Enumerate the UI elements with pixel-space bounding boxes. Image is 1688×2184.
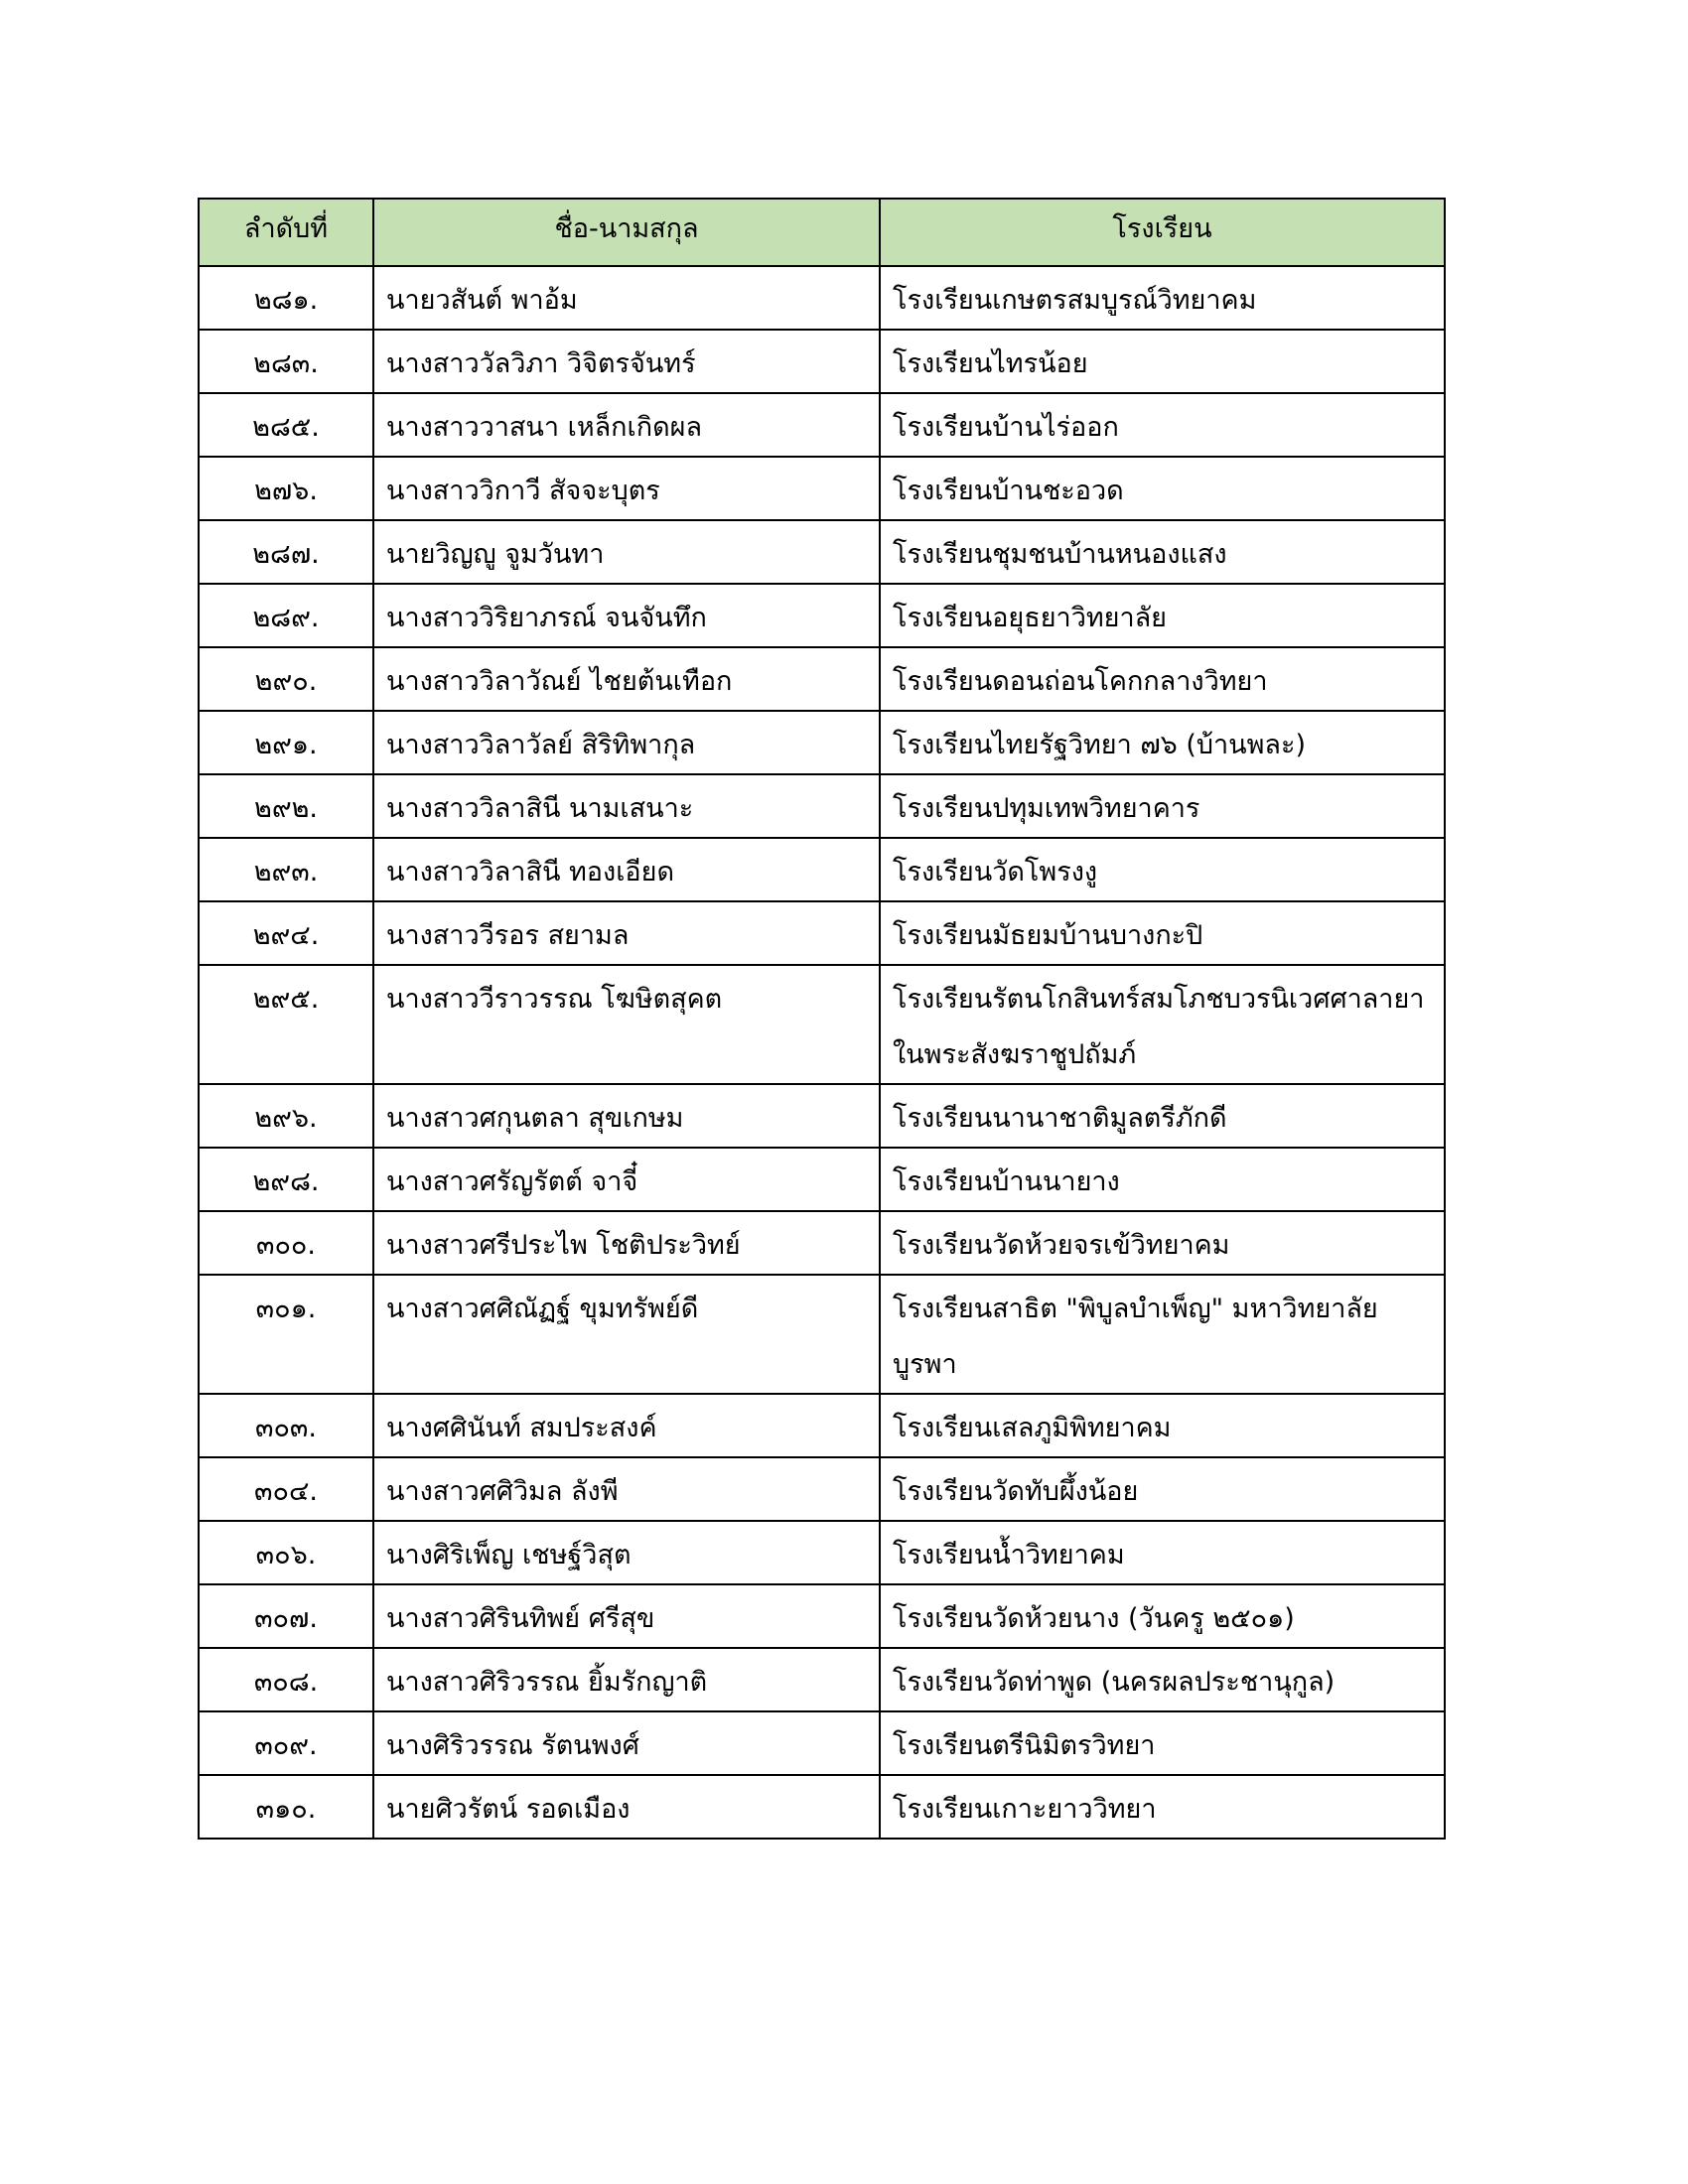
table-row xyxy=(199,330,1445,393)
row-number: ๓๐๑. xyxy=(199,1275,373,1394)
row-name: นางสาววิกาวี สัจจะบุตร xyxy=(373,457,880,520)
table-row xyxy=(199,1211,1445,1275)
table-row xyxy=(199,1457,1445,1521)
row-school: โรงเรียนเสลภูมิพิทยาคม xyxy=(880,1394,1445,1457)
row-school: โรงเรียนไทยรัฐวิทยา ๗๖ (บ้านพละ) xyxy=(880,711,1445,774)
row-school: โรงเรียนนานาชาติมูลตรีภักดี xyxy=(880,1084,1445,1148)
row-school: โรงเรียนบ้านนายาง xyxy=(880,1148,1445,1211)
row-school: โรงเรียนวัดทับผึ้งน้อย xyxy=(880,1457,1445,1521)
table-row xyxy=(199,1648,1445,1711)
table-row xyxy=(199,1148,1445,1211)
row-number: ๓๐๘. xyxy=(199,1648,373,1711)
row-school: โรงเรียนมัธยมบ้านบางกะปิ xyxy=(880,901,1445,965)
table-row xyxy=(199,1711,1445,1775)
row-name: นางสาววีราวรรณ โฆษิตสุคต xyxy=(373,965,880,1084)
table-row xyxy=(199,457,1445,520)
row-school: โรงเรียนรัตนโกสินทร์สมโภชบวรนิเวศศาลายา ในพระสังฆราชูปถัมภ์ xyxy=(880,965,1445,1084)
row-school: โรงเรียนไทรน้อย xyxy=(880,330,1445,393)
row-number: ๓๐๖. xyxy=(199,1521,373,1584)
row-number: ๒๘๓. xyxy=(199,330,373,393)
row-number: ๒๙๖. xyxy=(199,1084,373,1148)
row-number: ๒๙๕. xyxy=(199,965,373,1084)
row-number: ๒๗๖. xyxy=(199,457,373,520)
row-school: โรงเรียนวัดห้วยจรเข้วิทยาคม xyxy=(880,1211,1445,1275)
row-school: โรงเรียนชุมชนบ้านหนองแสง xyxy=(880,520,1445,584)
header-number: ลำดับที่ xyxy=(199,199,373,266)
row-name: นายศิวรัตน์ รอดเมือง xyxy=(373,1775,880,1839)
row-school: โรงเรียนบ้านชะอวด xyxy=(880,457,1445,520)
row-name: นางศศินันท์ สมประสงค์ xyxy=(373,1394,880,1457)
row-number: ๒๙๐. xyxy=(199,647,373,711)
table-row xyxy=(199,1584,1445,1648)
header-row xyxy=(199,199,1445,266)
row-name: นายวสันต์ พาอ้ม xyxy=(373,266,880,330)
table-row xyxy=(199,901,1445,965)
row-number: ๓๐๗. xyxy=(199,1584,373,1648)
row-school: โรงเรียนเกาะยาววิทยา xyxy=(880,1775,1445,1839)
row-school: โรงเรียนวัดโพรงงู xyxy=(880,838,1445,901)
table-row xyxy=(199,584,1445,647)
row-number: ๓๐๔. xyxy=(199,1457,373,1521)
row-name: นางสาวศศิวิมล ลังพี xyxy=(373,1457,880,1521)
row-number: ๒๘๗. xyxy=(199,520,373,584)
table-row xyxy=(199,520,1445,584)
table-row xyxy=(199,647,1445,711)
row-name: นางสาววิลาสินี นามเสนาะ xyxy=(373,774,880,838)
row-school: โรงเรียนอยุธยาวิทยาลัย xyxy=(880,584,1445,647)
row-name: นางสาววีรอร สยามล xyxy=(373,901,880,965)
row-name: นางศิริเพ็ญ เชษฐ์วิสุต xyxy=(373,1521,880,1584)
row-school: โรงเรียนบ้านไร่ออก xyxy=(880,393,1445,457)
row-name: นางสาวศิริวรรณ ยิ้มรักญาติ xyxy=(373,1648,880,1711)
row-number: ๒๙๑. xyxy=(199,711,373,774)
row-school: โรงเรียนดอนถ่อนโคกกลางวิทยา xyxy=(880,647,1445,711)
row-school: โรงเรียนวัดห้วยนาง (วันครู ๒๕๐๑) xyxy=(880,1584,1445,1648)
row-name: นางสาววิลาสินี ทองเอียด xyxy=(373,838,880,901)
table-row xyxy=(199,711,1445,774)
table-row xyxy=(199,838,1445,901)
table-row xyxy=(199,1275,1445,1394)
row-name: นางสาวศกุนตลา สุขเกษม xyxy=(373,1084,880,1148)
row-name: นางศิริวรรณ รัตนพงศ์ xyxy=(373,1711,880,1775)
row-number: ๒๙๒. xyxy=(199,774,373,838)
row-number: ๓๐๙. xyxy=(199,1711,373,1775)
table-row xyxy=(199,774,1445,838)
row-number: ๒๘๑. xyxy=(199,266,373,330)
row-name: นางสาววิริยาภรณ์ จนจันทึก xyxy=(373,584,880,647)
row-name: นางสาววัลวิภา วิจิตรจันทร์ xyxy=(373,330,880,393)
header-school: โรงเรียน xyxy=(880,199,1445,266)
row-number: ๓๐๓. xyxy=(199,1394,373,1457)
table-row xyxy=(199,393,1445,457)
roster-table xyxy=(198,198,1446,1840)
row-number: ๓๐๐. xyxy=(199,1211,373,1275)
table-row xyxy=(199,1521,1445,1584)
row-school: โรงเรียนสาธิต "พิบูลบำเพ็ญ" มหาวิทยาลัยบูรพา xyxy=(880,1275,1445,1394)
table-row xyxy=(199,965,1445,1084)
row-school: โรงเรียนน้ำวิทยาคม xyxy=(880,1521,1445,1584)
row-name: นางสาวศรัญรัตต์ จาจี๋ xyxy=(373,1148,880,1211)
row-number: ๒๘๙. xyxy=(199,584,373,647)
row-name: นางสาวศรีประไพ โชติประวิทย์ xyxy=(373,1211,880,1275)
row-number: ๒๙๘. xyxy=(199,1148,373,1211)
row-name: นางสาววิลาวัณย์ ไชยต้นเทือก xyxy=(373,647,880,711)
row-school: โรงเรียนวัดท่าพูด (นครผลประชานุกูล) xyxy=(880,1648,1445,1711)
row-number: ๒๙๓. xyxy=(199,838,373,901)
table-row xyxy=(199,1394,1445,1457)
table-row xyxy=(199,1084,1445,1148)
row-school: โรงเรียนเกษตรสมบูรณ์วิทยาคม xyxy=(880,266,1445,330)
row-name: นางสาวศิรินทิพย์ ศรีสุข xyxy=(373,1584,880,1648)
row-number: ๒๘๕. xyxy=(199,393,373,457)
header-name: ชื่อ-นามสกุล xyxy=(373,199,880,266)
table-row xyxy=(199,266,1445,330)
row-name: นางสาววิลาวัลย์ สิริทิพากุล xyxy=(373,711,880,774)
row-number: ๓๑๐. xyxy=(199,1775,373,1839)
row-school: โรงเรียนปทุมเทพวิทยาคาร xyxy=(880,774,1445,838)
row-number: ๒๙๔. xyxy=(199,901,373,965)
table-row xyxy=(199,1775,1445,1839)
row-name: นายวิญญู จูมวันทา xyxy=(373,520,880,584)
row-name: นางสาวศศิณัฏฐ์ ขุมทรัพย์ดี xyxy=(373,1275,880,1394)
row-name: นางสาววาสนา เหล็กเกิดผล xyxy=(373,393,880,457)
row-school: โรงเรียนตรีนิมิตรวิทยา xyxy=(880,1711,1445,1775)
